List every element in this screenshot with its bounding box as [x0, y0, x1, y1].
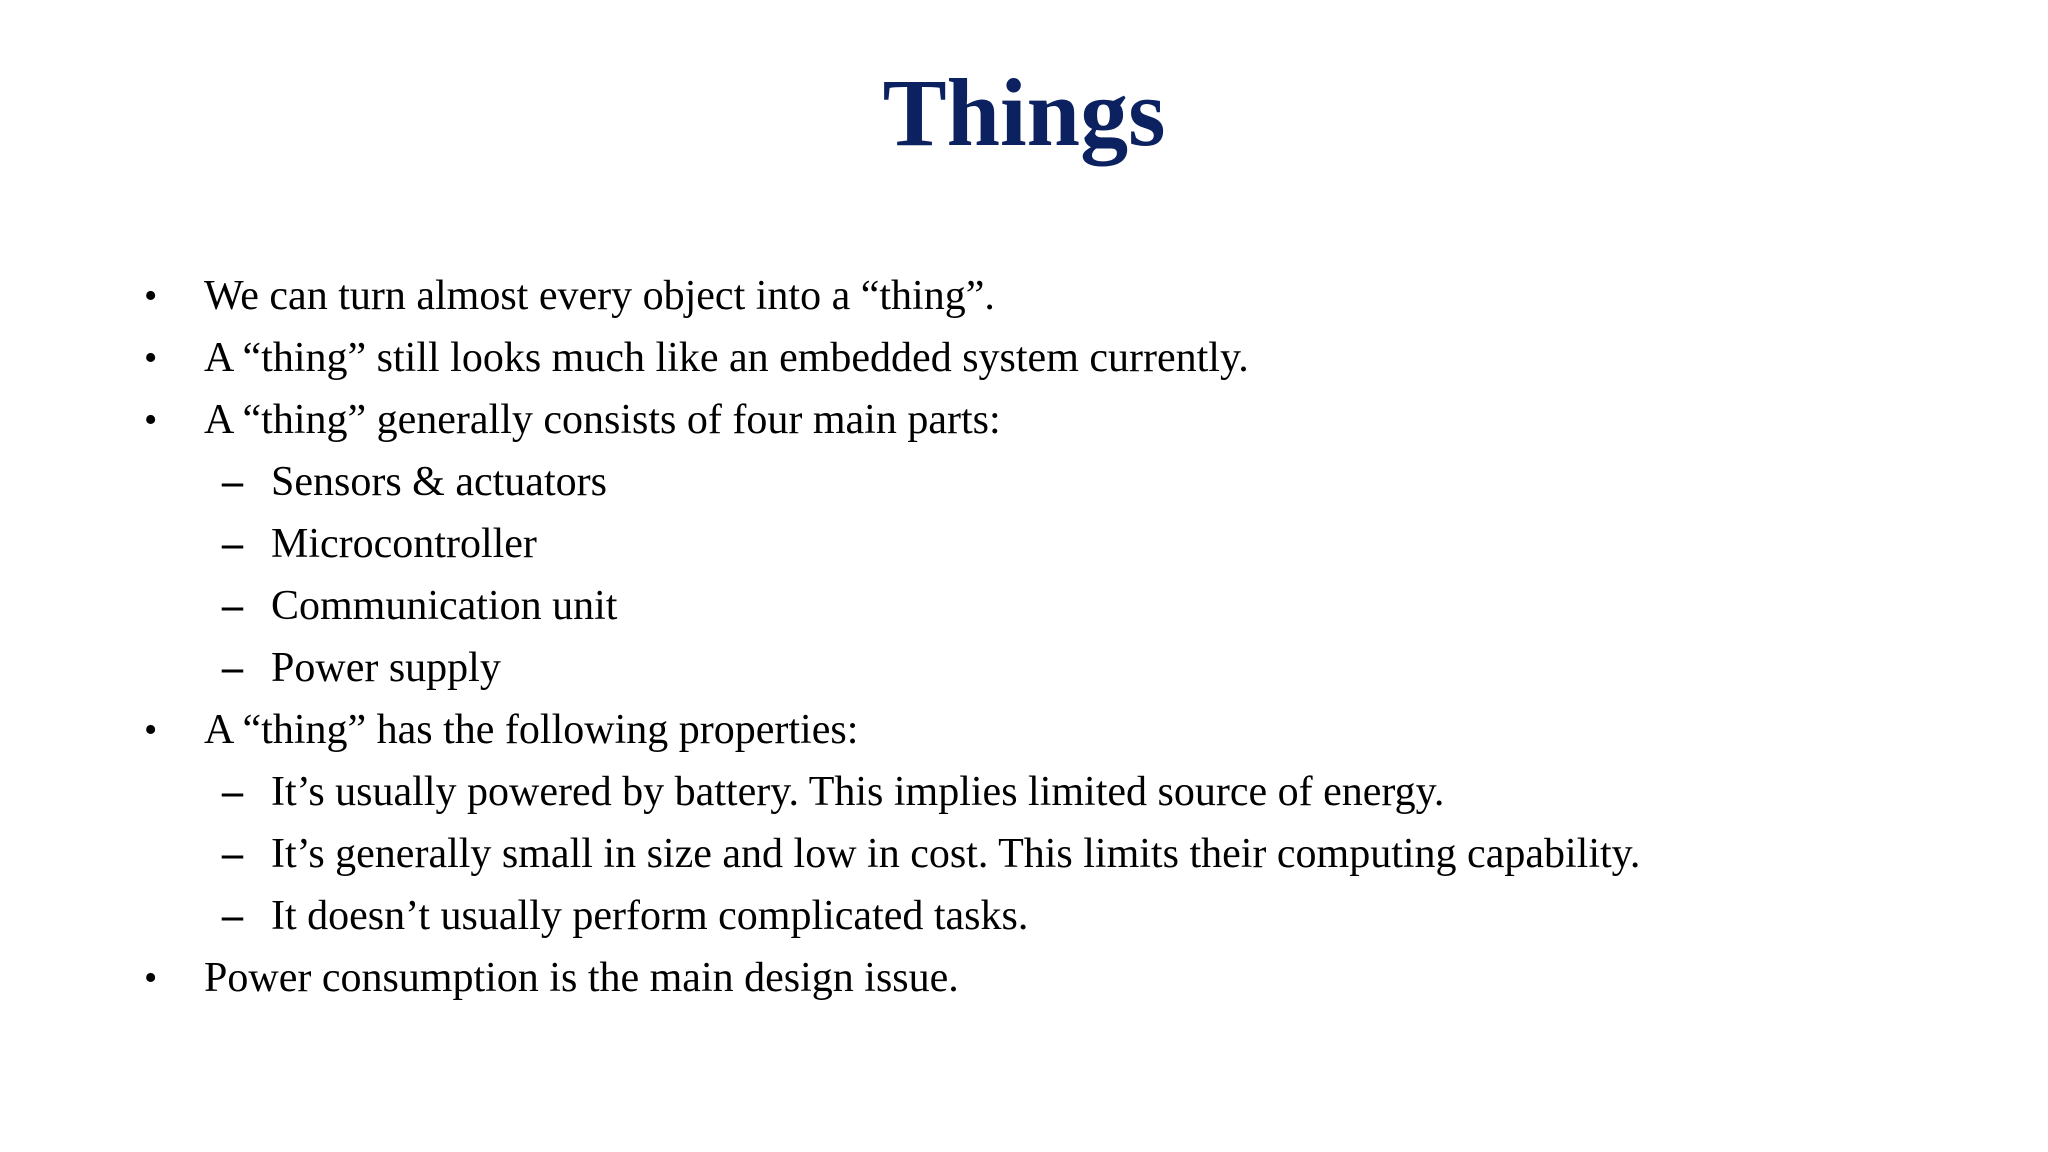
sub-bullet-item: [0, 823, 2048, 885]
bullet-item: [0, 265, 2048, 327]
sub-bullet-item: [0, 637, 2048, 699]
dash-marker: –: [222, 831, 243, 877]
slide-title: Things: [882, 59, 1166, 166]
bullet-marker: •: [144, 957, 158, 999]
bullet-marker: •: [144, 337, 158, 379]
sub-bullet-item: [0, 575, 2048, 637]
dash-marker: –: [222, 521, 243, 567]
sub-bullet-text: Microcontroller: [271, 521, 537, 567]
sub-bullet-text: Power supply: [271, 645, 501, 691]
bullet-item: [0, 947, 2048, 1009]
dash-marker: –: [222, 893, 243, 939]
bullet-text: A “thing” generally consists of four main parts:: [204, 397, 1001, 443]
dash-marker: –: [222, 645, 243, 691]
bullet-text: A “thing” still looks much like an embedded system currently.: [204, 335, 1249, 381]
bullet-list: [0, 265, 2048, 1009]
bullet-marker: •: [144, 709, 158, 751]
bullet-marker: •: [144, 275, 158, 317]
bullet-item: [0, 327, 2048, 389]
bullet-text: Power consumption is the main design issue.: [204, 955, 959, 1001]
sub-bullet-text: It’s generally small in size and low in cost. This limits their computing capability.: [271, 831, 1641, 877]
sub-bullet-text: It doesn’t usually perform complicated tasks.: [271, 893, 1029, 939]
bullet-marker: •: [144, 399, 158, 441]
sub-bullet-item: [0, 761, 2048, 823]
sub-bullet-text: It’s usually powered by battery. This implies limited source of energy.: [271, 769, 1445, 815]
sub-bullet-text: Sensors & actuators: [271, 459, 607, 505]
sub-bullet-text: Communication unit: [271, 583, 618, 629]
bullet-text: We can turn almost every object into a “thing”.: [204, 273, 995, 319]
bullet-item: [0, 389, 2048, 451]
sub-bullet-item: [0, 451, 2048, 513]
sub-bullet-item: [0, 885, 2048, 947]
sub-bullet-item: [0, 513, 2048, 575]
dash-marker: –: [222, 459, 243, 505]
dash-marker: –: [222, 769, 243, 815]
bullet-text: A “thing” has the following properties:: [204, 707, 859, 753]
bullet-item: [0, 699, 2048, 761]
dash-marker: –: [222, 583, 243, 629]
